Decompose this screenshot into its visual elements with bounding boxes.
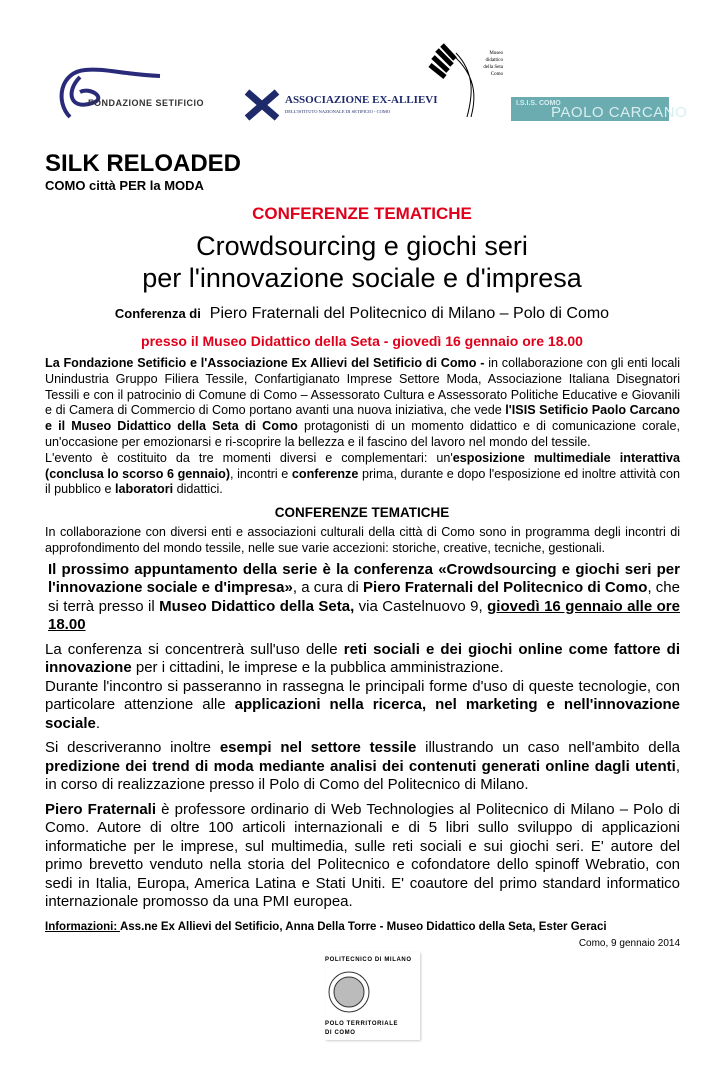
body-text: è professore ordinario di Web Technologies al Politecnico di Milano – Polo di Como. Autore di oltre 100 articoli internazionali e di 5 libri sullo sviluppo di applicazioni informatiche per le imprese, sul multimedia, sulle reti sociali e sui giochi seri. E' autore del primo brevetto venduto nella storia del Politecnico e cofondatore dello spinoff Webratio, con sedi in Italia, Europa, America Latina e Stati Uniti. E' coautore del primo standard informatico internazionale promosso da una PMI europea. (45, 800, 681, 911)
speaker-bio-paragraph (45, 801, 680, 912)
body-text: protagonisti di un momento didattico e di comunicazione corale, un'occasione per emozionarsi e ri-scoprire la bellezza e il fascino del lavoro nel mondo del tessile. (45, 419, 680, 449)
associazione-logo-text: ASSOCIAZIONE EX-ALLIEVI (285, 94, 438, 106)
emphasis-text: l'ISIS Setificio Paolo Carcano e il Museo Didattico della Seta di Como (45, 403, 680, 434)
politecnico-seal-icon (327, 970, 371, 1014)
document-date: Como, 9 gennaio 2014 (578, 937, 680, 949)
body-text: via Castelnuovo 9, (354, 597, 488, 615)
fondazione-logo-text: FONDAZIONE SETIFICIO (88, 98, 205, 108)
emphasis-text: esposizione multimediale interattiva (conclusa lo scorso 6 gennaio) (45, 450, 680, 481)
next-event-paragraph (45, 561, 680, 635)
emphasis-text: Piero Fraternali del Politecnico di Como (363, 579, 648, 597)
body-text: In collaborazione con diversi enti e associazioni culturali della città di Como sono in programma degli incontri di approfondimento del mondo tessile, nelle sue varie accezioni: storiche, creative, tecniche, gestionali. (45, 525, 680, 555)
document-title: SILK RELOADED (45, 150, 242, 177)
emphasis-text: laboratori (115, 482, 174, 497)
body-text: , a cura di (292, 579, 364, 597)
conference-title (0, 230, 724, 294)
politecnico-milano-logo (325, 952, 420, 1040)
emphasis-text: predizione dei trend di moda mediante analisi dei contenuti generati online dagli utenti (45, 757, 676, 775)
body-text: didattici. (173, 482, 223, 497)
section-heading: CONFERENZE TEMATICHE (274, 505, 450, 521)
program-paragraph (45, 525, 680, 557)
venue-line: presso il Museo Didattico della Seta - giovedì 16 gennaio ore 18.00 (141, 333, 583, 349)
body-text: , che si terrà presso il (48, 579, 680, 615)
emphasis-text: applicazioni nella ricerca, nel marketing e nell'innovazione sociale (45, 696, 680, 732)
info-text: Ass.ne Ex Allievi del Setificio, Anna Della Torre - Museo Didattico della Seta, Ester Geraci (119, 920, 607, 933)
polimi-logo-bottom-text-1: POLO TERRITORIALE (325, 1020, 399, 1027)
body-text: in collaborazione con gli enti locali Unindustria Gruppo Filiera Tessile, Confartigianato Imprese Settore Moda, Associazione Italiana Disegnatori Tessili e con il patrocinio di Comune di Como – Assessorato Cultura e Assessorato Politiche Educative e Giovanili e di Camera di Commercio di Como portano avanti una nuova iniziativa, che vede (45, 356, 680, 418)
emphasis-text: reti sociali e dei giochi online come fattore di innovazione (45, 640, 681, 677)
intro-paragraph (45, 356, 680, 498)
isis-logo-text: I.S.I.S. COMO (516, 100, 561, 107)
info-line (45, 920, 680, 934)
body-text: illustrando un caso nell'ambito della (416, 739, 681, 757)
body-text: , in corso di realizzazione presso il Polo di Como del Politecnico di Milano. (45, 757, 680, 794)
emphasis-text: Il prossimo appuntamento della serie è la conferenza «Crowdsourcing e giochi seri per l'innovazione sociale e d'impresa» (48, 560, 680, 597)
body-text: La conferenza si concentrerà sull'uso delle (45, 640, 344, 658)
carcano-logo-text: PAOLO CARCANO (551, 104, 688, 121)
conference-title-line-1: Crowdsourcing e giochi seri (196, 231, 528, 261)
polimi-logo-top-text: POLITECNICO DI MILANO (325, 956, 412, 963)
info-label: Informazioni: (45, 920, 120, 933)
emphasis-text: Piero Fraternali (45, 800, 157, 818)
body-text: L'evento è costituito da tre momenti diversi e complementari: un' (45, 450, 453, 465)
associazione-logo-subtext: DELL'ISTITUTO NAZIONALE DI SETIFICIO - COMO (285, 109, 391, 114)
body-text: prima, durante e dopo l'esposizione ed inoltre attività con il pubblico e (45, 466, 680, 497)
overview-paragraph (45, 678, 680, 734)
focus-paragraph (45, 641, 680, 678)
speaker-name: Piero Fraternali del Politecnico di Milano – Polo di Como (209, 305, 610, 322)
polimi-logo-bottom-text-2: DI COMO (325, 1029, 356, 1036)
document-subtitle: COMO città PER la MODA (45, 178, 204, 193)
body-text: Durante l'incontro si passeranno in rassegna le principali forme d'uso di queste tecnologie, con particolare attenzione alle (45, 677, 680, 714)
body-text: per i cittadini, le imprese e la pubblica amministrazione. (131, 659, 504, 677)
body-text: Si descriveranno inoltre (45, 739, 220, 757)
speaker-line (0, 304, 724, 324)
conference-title-line-2: per l'innovazione sociale e d'impresa (142, 263, 582, 293)
emphasis-text: giovedì 16 gennaio alle ore 18.00 (48, 597, 680, 634)
emphasis-text: conferenze (291, 466, 359, 481)
section-kicker: CONFERENZE TEMATICHE (252, 204, 472, 223)
speaker-prefix: Conferenza di (114, 306, 201, 321)
museo-logo-text: Museo didattico della Seta Como (483, 51, 503, 77)
textile-paragraph (45, 739, 680, 795)
emphasis-text: Museo Didattico della Seta, (159, 597, 355, 615)
body-text: . (95, 714, 101, 732)
emphasis-text: esempi nel settore tessile (219, 739, 417, 757)
emphasis-text: La Fondazione Setificio e l'Associazione Ex Allievi del Setificio di Como - (45, 356, 489, 370)
body-text: , incontri e (230, 466, 292, 481)
